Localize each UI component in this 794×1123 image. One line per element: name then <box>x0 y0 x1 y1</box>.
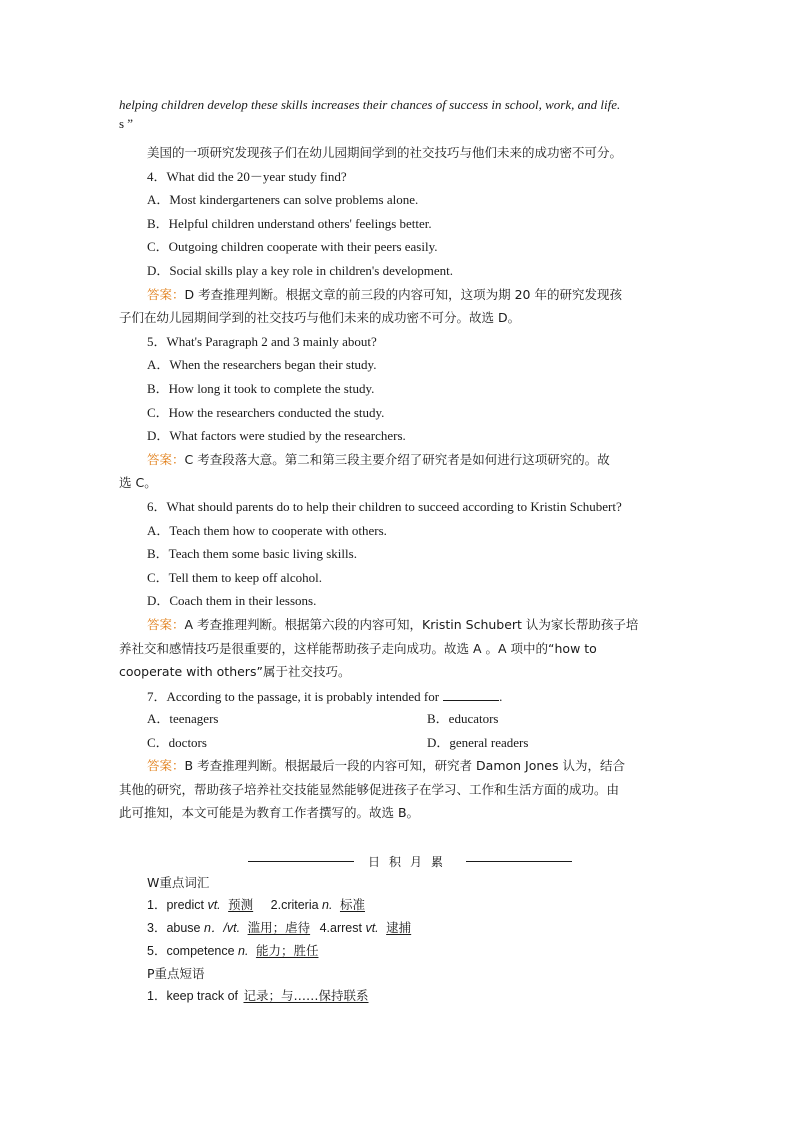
q4-option-b: B．Helpful children understand others' feelings better. <box>147 216 432 231</box>
answer-label: 答案： <box>147 452 185 467</box>
q7-stem <box>147 687 502 706</box>
q6-option-d: D．Coach them in their lessons. <box>147 593 317 608</box>
q4-option-d: D．Social skills play a key role in children's development. <box>147 263 453 278</box>
q4-answer-cont: 子们在幼儿园期间学到的社交技巧与他们未来的成功密不可分。故选 D。 <box>119 310 521 325</box>
phrase-row-1 <box>147 987 369 1005</box>
q7-answer <box>147 757 625 775</box>
answer-label: 答案： <box>147 617 185 632</box>
section-divider <box>248 853 572 870</box>
q7-answer-cont-2: 此可推知，本文可能是为教育工作者撰写的。故选 B。 <box>119 805 420 820</box>
answer-label: 答案： <box>147 758 185 773</box>
vocab-word: 1．predict <box>147 898 208 912</box>
vocab-word: 5．competence <box>147 944 239 958</box>
q4-answer-text: D 考查推理判断。根据文章的前三段的内容可知，这项为期 20 年的研究发现孩 <box>184 287 622 302</box>
q7-option-d: D．general readers <box>427 735 529 750</box>
q6-stem: 6．What should parents do to help their children to succeed according to Kristin Schubert? <box>147 499 622 514</box>
phrases-heading: P重点短语 <box>147 966 205 981</box>
vocab-meaning: 滥用；虐待 <box>247 920 311 935</box>
section-title: 日积月累 <box>368 855 453 869</box>
vocab-meaning: 预测 <box>228 897 254 912</box>
q4-answer <box>147 286 622 304</box>
q6-answer-text: A 考查推理判断。根据第六段的内容可知，Kristin Schubert 认为家长帮助孩子培 <box>184 617 639 632</box>
q5-answer-cont: 选 C。 <box>119 475 157 490</box>
vocab-meaning: 能力；胜任 <box>255 943 319 958</box>
vocab-heading: W重点词汇 <box>147 875 210 890</box>
q5-option-b: B．How long it took to complete the study. <box>147 381 375 396</box>
vocab-pos: n. <box>322 898 333 912</box>
q4-stem: 4．What did the 20－year study find? <box>147 169 347 184</box>
passage-fragment: s ” <box>119 116 134 131</box>
phrase-word: 1．keep track of <box>147 989 242 1003</box>
vocab-meaning: 标准 <box>339 897 365 912</box>
passage-last-line: helping children develop these skills increases their chances of success in school, work, and life. <box>119 97 621 112</box>
vocab-word: 4.arrest <box>319 921 366 935</box>
vocab-word: 3．abuse <box>147 921 204 935</box>
vocab-row-3 <box>147 942 318 960</box>
q6-option-a: A．Teach them how to cooperate with others. <box>147 523 387 538</box>
answer-blank <box>443 687 499 701</box>
vocab-row-1 <box>147 896 365 914</box>
answer-label: 答案： <box>147 287 185 302</box>
vocab-pos: vt. <box>207 898 221 912</box>
vocab-meaning: 逮捕 <box>386 920 412 935</box>
vocab-pos: n. <box>238 944 249 958</box>
q5-option-c: C．How the researchers conducted the study. <box>147 405 385 420</box>
q7-option-b: B．educators <box>427 711 499 726</box>
vocab-row-2 <box>147 919 411 937</box>
q7-answer-cont-1: 其他的研究，帮助孩子培养社交技能显然能够促进孩子在学习、工作和生活方面的成功。由 <box>119 782 620 797</box>
q7-stem-end: . <box>499 689 503 704</box>
q5-answer-text: C 考查段落大意。第二和第三段主要介绍了研究者是如何进行这项研究的。故 <box>184 452 610 467</box>
q6-answer <box>147 616 638 634</box>
vocab-pos: n．/vt. <box>203 921 241 935</box>
q5-option-d: D．What factors were studied by the researchers. <box>147 428 406 443</box>
q7-answer-text: B 考查推理判断。根据最后一段的内容可知，研究者 Damon Jones 认为，结合 <box>184 758 625 773</box>
q5-option-a: A．When the researchers began their study. <box>147 357 377 372</box>
vocab-word: 2.criteria <box>270 898 323 912</box>
q5-stem: 5．What's Paragraph 2 and 3 mainly about? <box>147 334 377 349</box>
q5-answer <box>147 451 610 469</box>
phrase-meaning: 记录；与……保持联系 <box>243 988 369 1003</box>
q4-option-a: A．Most kindergarteners can solve problems alone. <box>147 192 419 207</box>
divider-rule-left <box>248 861 354 862</box>
passage-summary-cn: 美国的一项研究发现孩子们在幼儿园期间学到的社交技巧与他们未来的成功密不可分。 <box>147 145 623 160</box>
q6-option-b: B．Teach them some basic living skills. <box>147 546 357 561</box>
q7-option-c: C．doctors <box>147 735 207 750</box>
divider-rule-right <box>466 861 572 862</box>
q6-answer-cont-2: cooperate with others”属于社交技巧。 <box>119 664 351 679</box>
q7-option-a: A．teenagers <box>147 711 219 726</box>
q6-option-c: C．Tell them to keep off alcohol. <box>147 570 323 585</box>
q7-stem-text: 7．According to the passage, it is probably intended for <box>147 689 440 704</box>
q4-option-c: C．Outgoing children cooperate with their peers easily. <box>147 239 438 254</box>
q6-answer-cont-1: 养社交和感情技巧是很重要的，这样能帮助孩子走向成功。故选 A 。A 项中的“how to <box>119 641 597 656</box>
vocab-pos: vt. <box>365 921 379 935</box>
